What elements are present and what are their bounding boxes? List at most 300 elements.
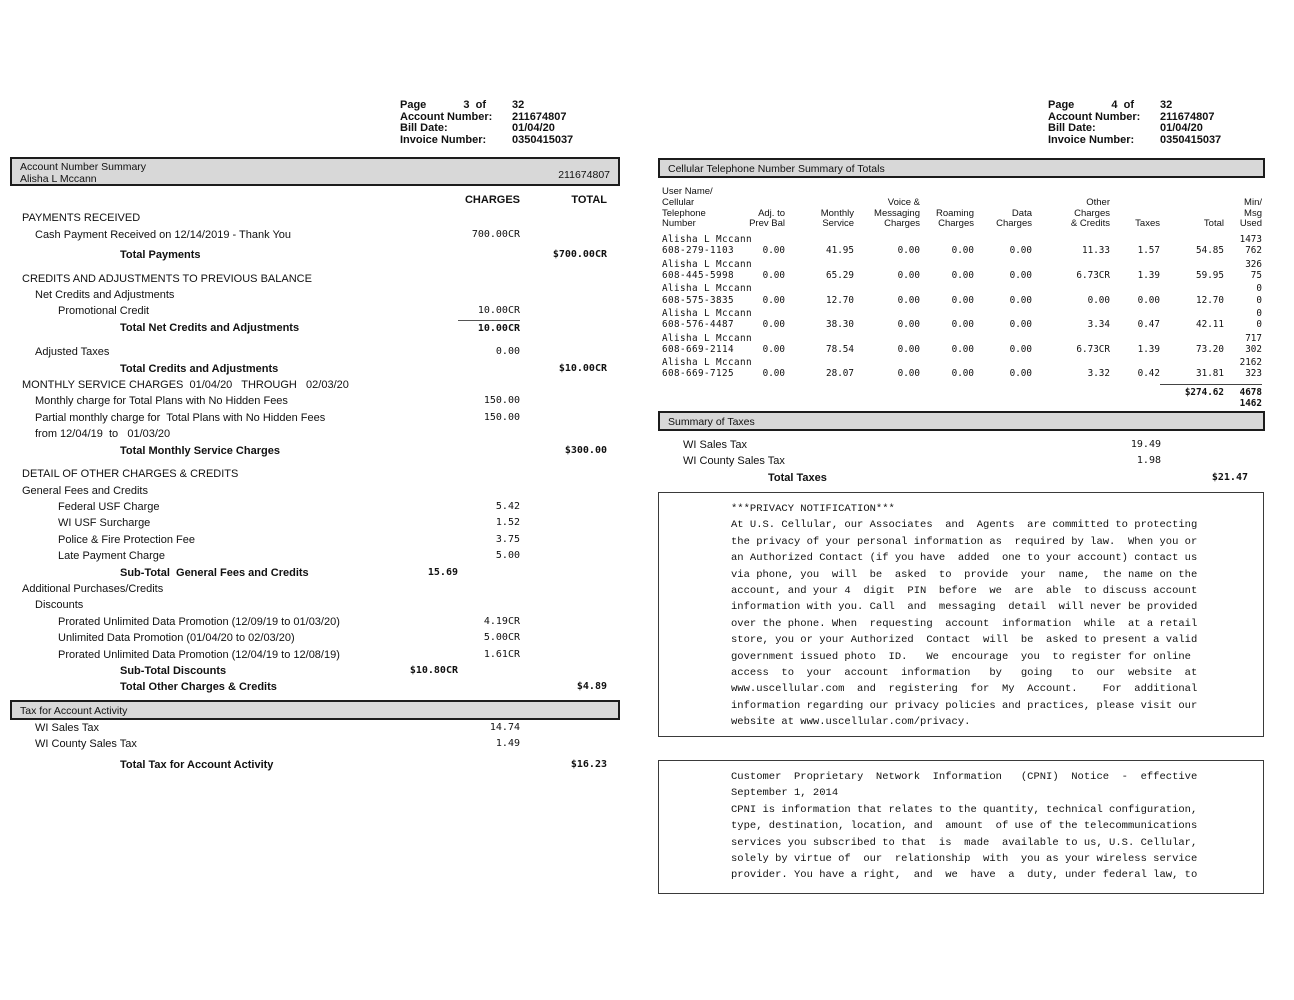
line-data-charges: 0.00 [1009, 319, 1032, 331]
bill-line-total: $4.89 [576, 681, 607, 693]
line-adj-prev-bal: 0.00 [762, 294, 785, 306]
line-min-used: 717 [1245, 332, 1262, 344]
bill-line-total [520, 532, 607, 548]
phone-line-row [658, 356, 1265, 381]
col-data-charges: Data Charges [996, 207, 1032, 230]
line-phone-number: 608-445-5998 [662, 270, 734, 282]
bill-line-total [520, 410, 607, 426]
bill-line [10, 247, 607, 263]
line-voice-messaging: 0.00 [897, 343, 920, 355]
line-voice-messaging: 0.00 [897, 368, 920, 380]
bill-line-label: Total Credits and Adjustments [120, 362, 279, 375]
bill-line-subtotal [396, 614, 458, 630]
summary-of-taxes-section [658, 437, 1265, 486]
bill-line-total [520, 515, 607, 531]
line-msg-used: 302 [1245, 343, 1262, 355]
bill-line-label: Total Net Credits and Adjustments [120, 321, 300, 334]
tax-account-activity-title: Tax for Account Activity [20, 705, 128, 717]
bill-line-total: $10.00CR [558, 362, 607, 374]
table-grand-total: $274.62 [1160, 384, 1224, 398]
bill-line-charge: 10.00CR [477, 305, 520, 317]
bill-line-label: General Fees and Credits [22, 484, 148, 497]
tax-line [658, 453, 1248, 469]
bill-line-label: Partial monthly charge for Total Plans with No Hidden Fees [35, 411, 326, 424]
bill-line [10, 663, 607, 679]
summary-of-taxes-bar [658, 411, 1265, 431]
line-total: 59.95 [1196, 270, 1224, 282]
bill-line-total [520, 548, 607, 564]
bill-line-charge: 700.00CR [471, 228, 520, 240]
bill-line [10, 287, 607, 303]
line-phone-number: 608-576-4487 [662, 319, 734, 331]
bill-line-total [520, 320, 607, 337]
phone-line-row [658, 332, 1265, 357]
bill-line [10, 679, 607, 695]
bill-line-charge: 1.61CR [483, 648, 520, 660]
privacy-notification-box [658, 492, 1264, 737]
phone-summary-title: Cellular Telephone Number Summary of Totals [668, 163, 885, 175]
line-roaming: 0.00 [951, 270, 974, 282]
invoice-number-label: Invoice Number: [1048, 133, 1135, 146]
bill-line-subtotal [396, 515, 458, 531]
tax-line-charge [458, 757, 520, 773]
line-roaming: 0.00 [951, 368, 974, 380]
page-label: Page [1048, 99, 1075, 111]
bill-line [10, 483, 607, 499]
bill-line-charge: 5.00CR [483, 632, 520, 644]
tax-account-activity-bar [10, 700, 620, 720]
bill-line-subtotal [396, 630, 458, 646]
tax-line-label: Total Taxes [768, 471, 827, 484]
bill-line-charge [458, 483, 520, 499]
bill-line-subtotal [396, 303, 458, 319]
line-data-charges: 0.00 [1009, 343, 1032, 355]
line-adj-prev-bal: 0.00 [762, 343, 785, 355]
bill-line-total [520, 630, 607, 646]
bill-line-subtotal [396, 271, 458, 287]
line-msg-used: 762 [1245, 245, 1262, 257]
bill-line [10, 227, 607, 243]
bill-date-value: 01/04/20 [512, 122, 555, 135]
bill-line-total [520, 614, 607, 630]
bill-line-total [520, 483, 607, 499]
line-user-name: Alisha L Mccann [662, 357, 752, 369]
line-msg-used: 323 [1245, 368, 1262, 380]
line-total: 42.11 [1196, 319, 1224, 331]
bill-line-total [520, 287, 607, 303]
line-msg-used: 0 [1256, 319, 1262, 331]
bill-line [10, 515, 607, 531]
line-user-name: Alisha L Mccann [662, 307, 752, 319]
tax-line-total [520, 720, 607, 736]
line-roaming: 0.00 [951, 245, 974, 257]
bill-line-total [520, 210, 607, 226]
bill-line-subtotal [396, 210, 458, 226]
bill-line [10, 581, 607, 597]
bill-date-label: Bill Date: [1048, 122, 1096, 135]
line-other-charges: 0.00 [1087, 294, 1110, 306]
line-total: 54.85 [1196, 245, 1224, 257]
meta-page-row [1048, 100, 1278, 112]
account-number-value: 211674807 [512, 110, 567, 123]
tax-line-label: WI Sales Tax [683, 439, 747, 451]
line-monthly-service: 28.07 [826, 368, 854, 380]
bill-line-label: Prorated Unlimited Data Promotion (12/04/19 to 12/08/19) [58, 648, 340, 661]
cpni-notice-text: Customer Proprietary Network Information (CPNI) Notice - effective September 1, 2014 CPNI is information that relates to the quantity, technical configuration, type, destination, location, and amount of use of the telecommunications services you subscribed to that is made available to us, U.S. Cellular, solely by virtue of our relationship with you as your wireless service provider. You have a right, and we have a duty, under federal law, to [731, 771, 1198, 882]
bill-line-total [520, 647, 607, 663]
bill-line-charge [458, 679, 520, 695]
line-phone-number: 608-669-2114 [662, 343, 734, 355]
bill-line-subtotal [396, 466, 458, 482]
line-min-used: 326 [1245, 258, 1262, 270]
bill-line-subtotal [396, 597, 458, 613]
bill-line-charge [458, 271, 520, 287]
line-monthly-service: 12.70 [826, 294, 854, 306]
page-number: 3 of [463, 99, 486, 111]
bill-line [10, 614, 607, 630]
bill-line-charge: 3.75 [495, 533, 520, 545]
phone-line-row [658, 233, 1265, 258]
line-monthly-service: 78.54 [826, 343, 854, 355]
table-total-msg: 1462 [1239, 398, 1262, 410]
bill-line-subtotal [396, 410, 458, 426]
line-other-charges: 3.34 [1087, 319, 1110, 331]
account-summary-bar [10, 157, 620, 186]
bill-line-charge [458, 597, 520, 613]
bill-line-subtotal [396, 247, 458, 263]
table-total-min: 4678 [1239, 386, 1262, 398]
account-number: 211674807 [558, 169, 610, 181]
bill-line-subtotal [396, 227, 458, 243]
bill-line-total [520, 581, 607, 597]
line-other-charges: 11.33 [1082, 245, 1110, 257]
line-user-name: Alisha L Mccann [662, 332, 752, 344]
bill-line-charge [458, 581, 520, 597]
invoice-number-value: 0350415037 [512, 133, 574, 146]
line-min-used: 1473 [1239, 234, 1262, 246]
line-other-charges: 6.73CR [1076, 343, 1110, 355]
tax-line-label: WI Sales Tax [35, 722, 99, 734]
bill-line-charge [458, 210, 520, 226]
line-phone-number: 608-575-3835 [662, 294, 734, 306]
bill-line-charge [458, 247, 520, 263]
bill-line [10, 303, 607, 319]
line-phone-number: 608-279-1103 [662, 245, 734, 257]
line-data-charges: 0.00 [1009, 245, 1032, 257]
bill-line-label: Additional Purchases/Credits [22, 582, 164, 595]
bill-line-total [520, 466, 607, 482]
col-total: Total [1203, 218, 1224, 230]
total-column-header: TOTAL [571, 194, 607, 206]
tax-line-label: Total Tax for Account Activity [120, 758, 274, 771]
bill-line [10, 647, 607, 663]
bill-line-subtotal [396, 393, 458, 409]
bill-line-label: Unlimited Data Promotion (01/04/20 to 02/03/20) [58, 632, 295, 645]
line-other-charges: 3.32 [1087, 368, 1110, 380]
bill-line-label: from 12/04/19 to 01/03/20 [35, 428, 171, 441]
bill-line-total: $700.00CR [552, 249, 607, 261]
bill-line-subtotal [396, 581, 458, 597]
bill-line-subtotal [396, 499, 458, 515]
bill-line-label: Discounts [35, 599, 84, 612]
account-charges-section [10, 192, 620, 696]
page-label: Page [400, 99, 427, 111]
bill-line [10, 271, 607, 287]
tax-line [10, 736, 607, 752]
line-msg-used: 0 [1256, 294, 1262, 306]
line-adj-prev-bal: 0.00 [762, 319, 785, 331]
bill-line-total [520, 393, 607, 409]
bill-line-label: Total Monthly Service Charges [120, 444, 280, 457]
line-data-charges: 0.00 [1009, 368, 1032, 380]
line-msg-used: 75 [1250, 270, 1262, 282]
tax-line-charge: 14.74 [489, 722, 520, 733]
bill-line-subtotal: 15.69 [427, 566, 458, 578]
tax-line-total: $16.23 [570, 758, 607, 770]
line-phone-number: 608-669-7125 [662, 368, 734, 380]
bill-line [10, 320, 607, 337]
line-monthly-service: 38.30 [826, 319, 854, 331]
bill-line-total [520, 426, 607, 442]
bill-line-label: Monthly charge for Total Plans with No Hidden Fees [35, 395, 288, 408]
bill-line-label: DETAIL OF OTHER CHARGES & CREDITS [22, 468, 239, 481]
tax-line-charge: 19.49 [1130, 439, 1161, 450]
bill-line-label: PAYMENTS RECEIVED [22, 212, 141, 225]
bill-line-total [520, 227, 607, 243]
bill-line [10, 443, 607, 459]
line-voice-messaging: 0.00 [897, 245, 920, 257]
account-number-label: Account Number: [400, 110, 493, 123]
bill-line-subtotal [396, 532, 458, 548]
bill-line-label: MONTHLY SERVICE CHARGES 01/04/20 THROUGH 02/03/20 [22, 379, 349, 392]
bill-line-charge [458, 287, 520, 303]
bill-line-label: Late Payment Charge [58, 550, 166, 563]
line-roaming: 0.00 [951, 294, 974, 306]
bill-line-charge [458, 663, 520, 679]
bill-line-subtotal [396, 344, 458, 360]
tax-line-charge: 1.49 [495, 738, 520, 750]
tax-line-total: $21.47 [1211, 471, 1248, 483]
bill-line-total [520, 565, 607, 581]
line-data-charges: 0.00 [1009, 270, 1032, 282]
bill-line [10, 532, 607, 548]
bill-line-total [520, 597, 607, 613]
line-total: 73.20 [1196, 343, 1224, 355]
bill-line-subtotal [396, 679, 458, 695]
account-holder-name: Alisha L Mccann [20, 173, 97, 185]
line-taxes: 0.42 [1137, 368, 1160, 380]
bill-line [10, 377, 607, 393]
line-roaming: 0.00 [951, 319, 974, 331]
bill-line-label: Federal USF Charge [58, 500, 160, 513]
bill-line-label: Sub-Total Discounts [120, 664, 227, 677]
bill-line [10, 361, 607, 377]
bill-line-total [520, 271, 607, 287]
bill-line [10, 630, 607, 646]
meta-page-row [400, 100, 630, 112]
charges-column-header: CHARGES [464, 194, 520, 206]
line-adj-prev-bal: 0.00 [762, 270, 785, 282]
invoice-number-value: 0350415037 [1160, 133, 1222, 146]
bill-line [10, 499, 607, 515]
account-number-value: 211674807 [1160, 110, 1215, 123]
line-adj-prev-bal: 0.00 [762, 245, 785, 257]
col-roaming: Roaming Charges [935, 207, 974, 230]
bill-line-charge: 150.00 [483, 411, 520, 423]
phone-line-row [658, 282, 1265, 307]
col-other-charges: Other Charges & Credits [1070, 196, 1110, 230]
line-taxes: 0.47 [1137, 319, 1160, 331]
tax-line-charge: 1.98 [1136, 455, 1161, 467]
tax-line-total [1161, 437, 1248, 453]
bill-line-charge: 150.00 [483, 395, 520, 407]
phone-summary-bar [658, 158, 1265, 178]
bill-line-total [520, 499, 607, 515]
line-user-name: Alisha L Mccann [662, 283, 752, 295]
bill-line-label: Cash Payment Received on 12/14/2019 - Thank You [35, 228, 292, 241]
page-number: 4 of [1111, 99, 1134, 111]
line-min-used: 0 [1256, 283, 1262, 295]
tax-line-charge [1099, 470, 1161, 486]
line-other-charges: 6.73CR [1076, 270, 1110, 282]
line-min-used: 0 [1256, 307, 1262, 319]
bill-line-total [520, 303, 607, 319]
line-monthly-service: 65.29 [826, 270, 854, 282]
col-voice-messaging: Voice & Messaging Charges [874, 196, 920, 230]
bill-line-charge [458, 361, 520, 377]
bill-line-charge: 4.19CR [483, 615, 520, 627]
phone-table-header [658, 183, 1265, 233]
bill-line-charge: 5.00 [495, 550, 520, 562]
tax-line-label: WI County Sales Tax [35, 738, 137, 751]
phone-table-totals [658, 383, 1265, 411]
col-monthly-service: Monthly Service [820, 207, 854, 230]
line-adj-prev-bal: 0.00 [762, 368, 785, 380]
privacy-notification-text: ***PRIVACY NOTIFICATION*** At U.S. Cellular, our Associates and Agents are committed to protecting the privacy of your personal information as required by law. When you or an Authorized Contact (if you have added one to your account) contact us via phone, you will be asked to provide your name, the name on the account, and your 4 digit PIN before we are able to discuss account information with you. Call and messaging detail will never be provided over the phone. When requesting account information while at a retail store, you or your Authorized Contact will be asked to present a valid government issued photo ID. We encourage you to register for online access to your account information by going to our website at www.uscellular.com and registering for My Account. For additional information regarding our privacy policies and practices, please visit our website at www.uscellular.com/privacy. [731, 503, 1198, 729]
line-total: 31.81 [1196, 368, 1224, 380]
bill-line-subtotal [396, 647, 458, 663]
bill-line-charge: 5.42 [495, 500, 520, 512]
page-meta-right [1048, 100, 1278, 146]
meta-invoice-row [400, 135, 630, 147]
bill-line-charge [458, 377, 520, 393]
bill-line [10, 393, 607, 409]
bill-line-total: $300.00 [564, 444, 607, 456]
bill-line-charge: 1.52 [495, 517, 520, 529]
tax-line [10, 757, 607, 773]
line-user-name: Alisha L Mccann [662, 234, 752, 246]
bill-line-label: Sub-Total General Fees and Credits [120, 566, 309, 579]
summary-of-taxes-title: Summary of Taxes [668, 416, 755, 428]
page-meta-left [400, 100, 630, 146]
phone-line-row [658, 258, 1265, 283]
account-summary-title: Account Number Summary [20, 161, 147, 173]
line-data-charges: 0.00 [1009, 294, 1032, 306]
line-taxes: 1.57 [1137, 245, 1160, 257]
line-min-used: 2162 [1239, 357, 1262, 369]
tax-line-total [1161, 453, 1248, 469]
bill-line [10, 597, 607, 613]
bill-line-label: WI USF Surcharge [58, 517, 151, 530]
bill-line-charge [458, 565, 520, 581]
col-user-name: User Name/ Cellular Telephone Number [662, 186, 713, 230]
bill-line [10, 426, 607, 442]
bill-line-label: Police & Fire Protection Fee [58, 533, 195, 546]
bill-line [10, 410, 607, 426]
bill-line-subtotal [396, 361, 458, 377]
line-taxes: 1.39 [1137, 343, 1160, 355]
bill-line-subtotal: $10.80CR [409, 664, 458, 676]
tax-line [658, 470, 1248, 486]
meta-invoice-row [1048, 135, 1278, 147]
col-taxes: Taxes [1135, 218, 1160, 230]
bill-line-label: Total Payments [120, 249, 201, 262]
line-user-name: Alisha L Mccann [662, 258, 752, 270]
col-min-msg-used: Min/ Msg Used [1239, 196, 1262, 230]
bill-line [10, 344, 607, 360]
bill-line-charge [458, 466, 520, 482]
bill-line-total [520, 663, 607, 679]
bill-line-total [520, 344, 607, 360]
phone-summary-table [658, 183, 1265, 410]
bill-line-subtotal [396, 287, 458, 303]
line-taxes: 1.39 [1137, 270, 1160, 282]
tax-line-label: WI County Sales Tax [683, 455, 785, 468]
line-taxes: 0.00 [1137, 294, 1160, 306]
tax-line [10, 720, 607, 736]
cpni-notice-box [658, 760, 1264, 894]
bill-line-subtotal [396, 377, 458, 393]
phone-line-row [658, 307, 1265, 332]
bill-line-subtotal [396, 320, 458, 337]
bill-line-subtotal [396, 426, 458, 442]
line-voice-messaging: 0.00 [897, 294, 920, 306]
bill-line-label: Total Other Charges & Credits [120, 681, 277, 694]
page-count: 32 [512, 99, 525, 111]
bill-line-charge [458, 426, 520, 442]
account-number-label: Account Number: [1048, 110, 1141, 123]
bill-line-charge: 0.00 [495, 346, 520, 358]
bill-line-label: Promotional Credit [58, 305, 150, 318]
bill-line-label: Net Credits and Adjustments [35, 289, 175, 302]
tax-line-total [520, 736, 607, 752]
bill-line-subtotal [396, 483, 458, 499]
line-monthly-service: 41.95 [826, 245, 854, 257]
tax-account-activity-section [10, 720, 620, 773]
bill-line-label: Prorated Unlimited Data Promotion (12/09/19 to 01/03/20) [58, 615, 340, 628]
bill-date-label: Bill Date: [400, 122, 448, 135]
bill-line [10, 565, 607, 581]
bill-line-charge: 10.00CR [458, 320, 520, 337]
bill-line-subtotal [396, 548, 458, 564]
bill-line [10, 548, 607, 564]
line-roaming: 0.00 [951, 343, 974, 355]
bill-line [10, 210, 607, 226]
invoice-number-label: Invoice Number: [400, 133, 487, 146]
bill-line-subtotal [396, 443, 458, 459]
bill-line-label: Adjusted Taxes [35, 346, 110, 359]
column-header-row [10, 192, 607, 208]
bill-date-value: 01/04/20 [1160, 122, 1203, 135]
line-voice-messaging: 0.00 [897, 270, 920, 282]
bill-line-label: CREDITS AND ADJUSTMENTS TO PREVIOUS BALANCE [22, 272, 312, 285]
bill-line [10, 466, 607, 482]
bill-line-charge [458, 443, 520, 459]
line-total: 12.70 [1196, 294, 1224, 306]
col-adj-prev-bal: Adj. to Prev Bal [749, 207, 785, 230]
line-voice-messaging: 0.00 [897, 319, 920, 331]
bill-line-total [520, 377, 607, 393]
